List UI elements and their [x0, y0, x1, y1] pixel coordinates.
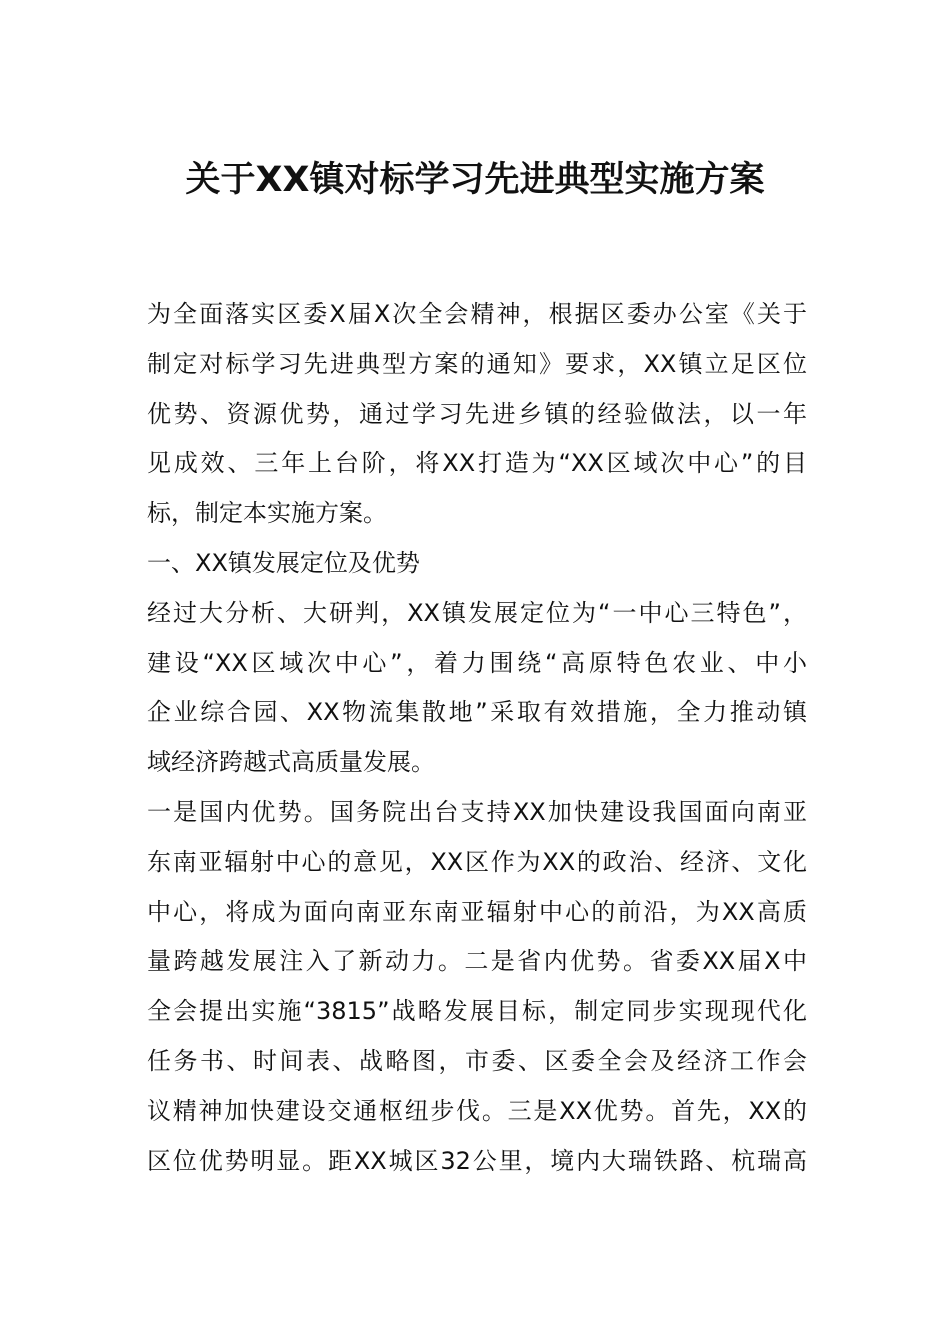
body-line: 见成效、三年上台阶，将XX打造为“XX区域次中心”的目	[147, 449, 807, 478]
body-line: 经过大分析、大研判，XX镇发展定位为“一中心三特色”，	[147, 598, 807, 627]
document-body	[147, 290, 807, 1186]
body-line: 优势、资源优势，通过学习先进乡镇的经验做法，以一年	[147, 399, 807, 428]
body-line: 东南亚辐射中心的意见，XX区作为XX的政治、经济、文化	[147, 847, 807, 876]
body-line: 一、XX镇发展定位及优势	[147, 548, 420, 577]
body-line: 制定对标学习先进典型方案的通知》要求，XX镇立足区位	[147, 349, 807, 378]
document-title: 关于XX镇对标学习先进典型实施方案	[185, 160, 765, 200]
body-line: 为全面落实区委X届X次全会精神，根据区委办公室《关于	[147, 300, 807, 328]
body-line: 区位优势明显。距XX城区32公里，境内大瑞铁路、杭瑞高	[147, 1146, 807, 1175]
body-line: 议精神加快建设交通枢纽步伐。三是XX优势。首先，XX的	[147, 1096, 807, 1125]
body-line: 全会提出实施“3815”战略发展目标，制定同步实现现代化	[147, 997, 807, 1026]
body-line: 建设“XX区域次中心”，着力围绕“高原特色农业、中小	[147, 648, 807, 677]
body-line: 标，制定本实施方案。	[147, 499, 387, 528]
body-line: 中心，将成为面向南亚东南亚辐射中心的前沿，为XX高质	[147, 897, 807, 926]
body-line: 企业综合园、XX物流集散地”采取有效措施，全力推动镇	[147, 698, 807, 727]
body-line: 量跨越发展注入了新动力。二是省内优势。省委XX届X中	[147, 947, 807, 976]
body-line: 任务书、时间表、战略图，市委、区委全会及经济工作会	[147, 1046, 807, 1075]
body-line: 域经济跨越式高质量发展。	[147, 748, 435, 777]
body-line: 一是国内优势。国务院出台支持XX加快建设我国面向南亚	[147, 797, 807, 826]
